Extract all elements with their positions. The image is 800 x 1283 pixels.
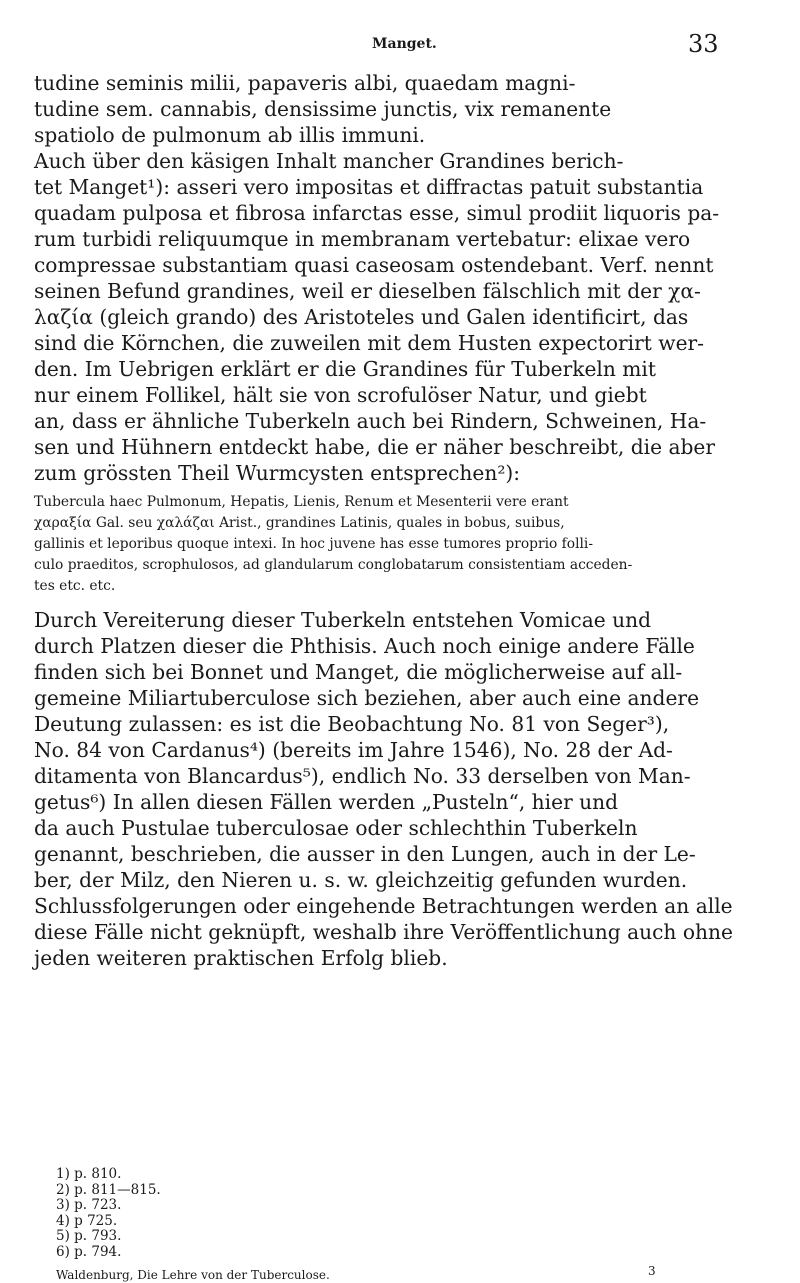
text-line: den. Im Uebrigen erklärt er die Grandines für Tuberkeln mit	[34, 357, 656, 381]
text-line: Durch Vereiterung dieser Tuberkeln entstehen Vomicae und	[34, 608, 652, 632]
source-line: Waldenburg, Die Lehre von der Tuberculose.	[56, 1268, 330, 1282]
text-line: seinen Befund grandines, weil er dieselben fälschlich mit der χα-	[34, 279, 701, 303]
running-title: Manget.	[372, 36, 437, 52]
text-line: spatiolo de pulmonum ab illis immuni.	[34, 123, 426, 147]
text-line: quadam pulposa et fibrosa infarctas esse, simul prodiit liquoris pa-	[34, 201, 720, 225]
footnotes	[56, 1167, 336, 1260]
footnote: 2) p. 811—815.	[56, 1181, 161, 1198]
text-line: Schlussfolgerungen oder eingehende Betrachtungen werden an alle	[34, 894, 733, 918]
text-line: rum turbidi reliquumque in membranam vertebatur: elixae vero	[34, 227, 691, 251]
text-line: tet Manget¹): asseri vero impositas et diffractas patuit substantia	[34, 175, 704, 199]
text-line: compressae substantiam quasi caseosam ostendebant. Verf. nennt	[34, 253, 714, 277]
quote-line: gallinis et leporibus quoque intexi. In hoc juvene has esse tumores proprio folli-	[34, 536, 593, 552]
text-line: λαζία (gleich grando) des Aristoteles und Galen identificirt, das	[34, 305, 689, 329]
footnote: 6) p. 794.	[56, 1243, 122, 1260]
text-line: No. 84 von Cardanus⁴) (bereits im Jahre 1546), No. 28 der Ad-	[34, 738, 673, 762]
text-line: jeden weiteren praktischen Erfolg blieb.	[34, 946, 448, 970]
page-number: 33	[688, 30, 719, 58]
text-line: an, dass er ähnliche Tuberkeln auch bei Rindern, Schweinen, Ha-	[34, 409, 707, 433]
text-line: tudine sem. cannabis, densissime junctis, vix remanente	[34, 97, 612, 121]
text-line: gemeine Miliartuberculose sich beziehen, aber auch eine andere	[34, 686, 700, 710]
quote-line: culo praeditos, scrophulosos, ad glandularum conglobatarum consistentiam acceden-	[34, 557, 633, 573]
quote-line: tes etc. etc.	[34, 578, 116, 594]
text-line: Auch über den käsigen Inhalt mancher Grandines berich-	[34, 149, 624, 173]
quote-line: Tubercula haec Pulmonum, Hepatis, Lienis, Renum et Mesenterii vere erant	[34, 494, 569, 510]
text-line: sind die Körnchen, die zuweilen mit dem Husten expectorirt wer-	[34, 331, 704, 355]
footnote: 1) p. 810.	[56, 1166, 122, 1182]
text-line: genannt, beschrieben, die ausser in den Lungen, auch in der Le-	[34, 842, 696, 866]
text-line: finden sich bei Bonnet und Manget, die möglicherweise auf all-	[34, 660, 683, 684]
text-line: tudine seminis milii, papaveris albi, quaedam magni-	[34, 71, 576, 95]
text-line: ditamenta von Blancardus⁵), endlich No. 33 derselben von Man-	[34, 764, 691, 788]
text-line: Deutung zulassen: es ist die Beobachtung No. 81 von Seger³),	[34, 712, 670, 736]
signature-mark: 3	[648, 1264, 656, 1278]
text-line: diese Fälle nicht geknüpft, weshalb ihre Veröffentlichung auch ohne	[34, 920, 733, 944]
latin-quotation	[34, 492, 769, 597]
main-text	[34, 70, 769, 971]
text-line: zum grössten Theil Wurmcysten entsprechen²):	[34, 461, 521, 485]
text-line: sen und Hühnern entdeckt habe, die er näher beschreibt, die aber	[34, 435, 716, 459]
quote-line: χαραξία Gal. seu χαλάζαι Arist., grandines Latinis, quales in bobus, suibus,	[34, 515, 565, 531]
text-line: ber, der Milz, den Nieren u. s. w. gleichzeitig gefunden wurden.	[34, 868, 688, 892]
footnote: 5) p. 793.	[56, 1228, 122, 1244]
text-line: durch Platzen dieser die Phthisis. Auch noch einige andere Fälle	[34, 634, 695, 658]
footnote: 3) p. 723.	[56, 1197, 122, 1213]
text-line: nur einem Follikel, hält sie von scrofulöser Natur, und giebt	[34, 383, 647, 407]
text-line: da auch Pustulae tuberculosae oder schlechthin Tuberkeln	[34, 816, 638, 840]
page-footer	[56, 1264, 776, 1280]
running-head	[0, 30, 800, 60]
footnote: 4) p 725.	[56, 1212, 118, 1229]
text-line: getus⁶) In allen diesen Fällen werden „Pusteln“, hier und	[34, 790, 619, 814]
